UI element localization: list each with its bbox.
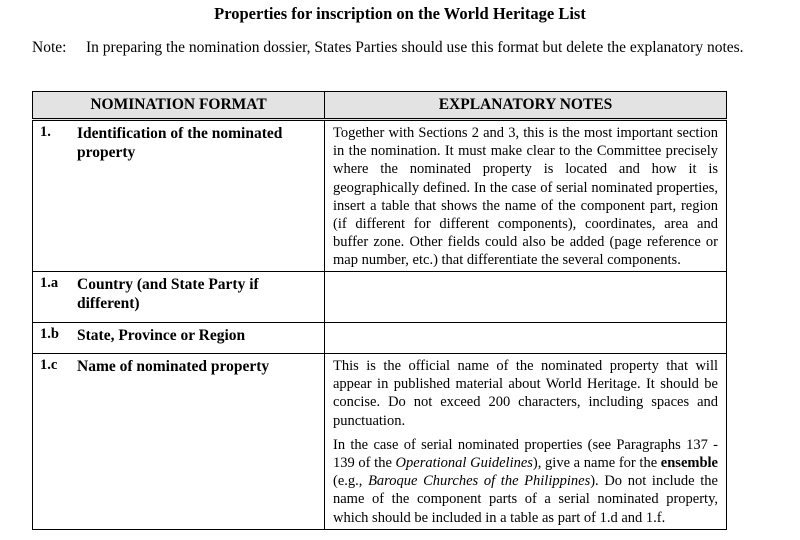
section-heading: State, Province or Region	[77, 327, 246, 344]
column-header-format: NOMINATION FORMAT	[33, 92, 325, 120]
section-heading: Country (and State Party if different)	[77, 276, 259, 312]
format-cell	[33, 120, 325, 272]
notes-cell	[325, 120, 727, 272]
section-number: 1.c	[40, 357, 58, 373]
column-header-notes: EXPLANATORY NOTES	[325, 92, 727, 120]
table-row	[33, 120, 727, 272]
note-text-segment: ). Do not include the name of the component parts of a serial nominated property, which should be included in a table as part of 1.d and 1.f.	[333, 473, 718, 526]
format-cell	[33, 323, 325, 354]
table-row	[33, 323, 727, 354]
notes-cell	[325, 323, 727, 354]
section-heading: Identification of the nominated property	[77, 125, 283, 161]
section-heading: Name of nominated property	[77, 358, 270, 375]
note-text-segment: (e.g.,	[333, 473, 369, 490]
nomination-format-table	[32, 91, 727, 530]
example-name: Baroque Churches of the Philippines	[368, 473, 591, 490]
notes-cell	[325, 354, 727, 530]
note-text-segment: In the case of serial nominated properties (see Paragraphs 137 - 139 of the	[333, 436, 718, 472]
explanatory-note-serial	[333, 436, 718, 527]
format-cell	[33, 354, 325, 530]
section-number: 1.	[40, 124, 51, 140]
note-text: In preparing the nomination dossier, States Parties should use this format but delete the explanatory notes.	[86, 39, 744, 56]
note-paragraph	[32, 38, 758, 57]
ensemble-term: ensemble	[660, 455, 718, 472]
section-number: 1.b	[40, 326, 59, 342]
explanatory-note: Together with Sections 2 and 3, this is the most important section in the nomination. It must make clear to the Committee precisely where the nominated property is located and how it is geographically defined. In the case of serial nominated properties, insert a table that shows the name of the component part, region (if different for different components), coordinates, area and buffer zone. Other fields could also be added (page reference or map number, etc.) that differentiate the several components.	[333, 125, 718, 269]
table-header-row	[33, 92, 727, 120]
note-text-segment: ), give a name for the	[532, 455, 661, 472]
format-cell	[33, 272, 325, 323]
operational-guidelines-ref: Operational Guidelines	[395, 455, 533, 472]
table-row	[33, 354, 727, 530]
note-label: Note:	[32, 39, 67, 56]
explanatory-note: This is the official name of the nominated property that will appear in published material about World Heritage. It should be concise. Do not exceed 200 characters, including spaces and punctuation.	[333, 358, 718, 429]
section-number: 1.a	[40, 275, 59, 291]
notes-cell	[325, 272, 727, 323]
document-title: Properties for inscription on the World Heritage List	[214, 4, 586, 23]
table-row	[33, 272, 727, 323]
